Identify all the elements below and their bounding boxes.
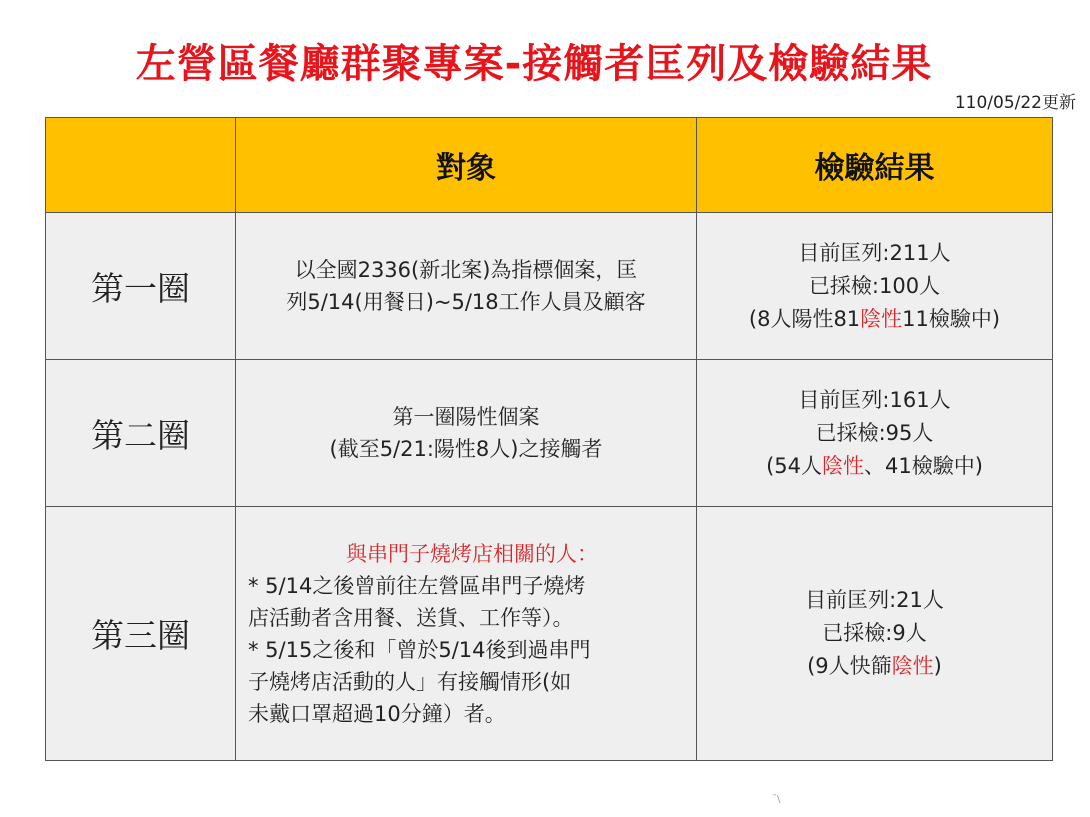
page-title: 左營區餐廳群聚專案-接觸者匡列及檢驗結果 [135,41,933,87]
table-row [46,213,1053,360]
test-result: 目前匡列:21人 已採檢:9人 (9人快篩陰性) [697,507,1053,761]
contact-tracing-table [45,117,1053,761]
negative-highlight: 陰性 [822,453,864,478]
test-result: 目前匡列:211人 已採檢:100人 (8人陽性81陰性11檢驗中) [697,213,1053,360]
table-row [46,507,1053,761]
test-result: 目前匡列:161人 已採檢:95人 (54人陰性、41檢驗中) [697,360,1053,507]
target-heading: 與串門子燒烤店相關的人： [346,541,598,566]
target-description: 第一圈陽性個案 (截至5/21:陽性8人)之接觸者 [236,360,697,507]
circle-label: 第三圈 [46,507,236,761]
header-result: 檢驗結果 [697,118,1053,213]
decorative-mark: ˉ\ [772,794,781,805]
target-description: 與串門子燒烤店相關的人： * 5/14之後曾前往左營區串門子燒烤 店活動者含用餐、送貨、工作等）。 * 5/15之後和「曾於5/14後到過串門 子燒烤店活動的人」有接觸情形(如 未戴口罩超過10分鐘）者。 [236,507,697,761]
circle-label: 第一圈 [46,213,236,360]
circle-label: 第二圈 [46,360,236,507]
negative-highlight: 陰性 [891,654,934,678]
table-row [46,360,1053,507]
negative-highlight: 陰性 [860,306,903,331]
header-empty-cell [46,118,236,213]
target-description: 以全國2336(新北案)為指標個案，匡 列5/14(用餐日)~5/18工作人員及顧客 [236,213,697,360]
table-header-row [46,118,1053,213]
update-date: 110/05/22更新 [954,93,1076,113]
header-target: 對象 [236,118,697,213]
